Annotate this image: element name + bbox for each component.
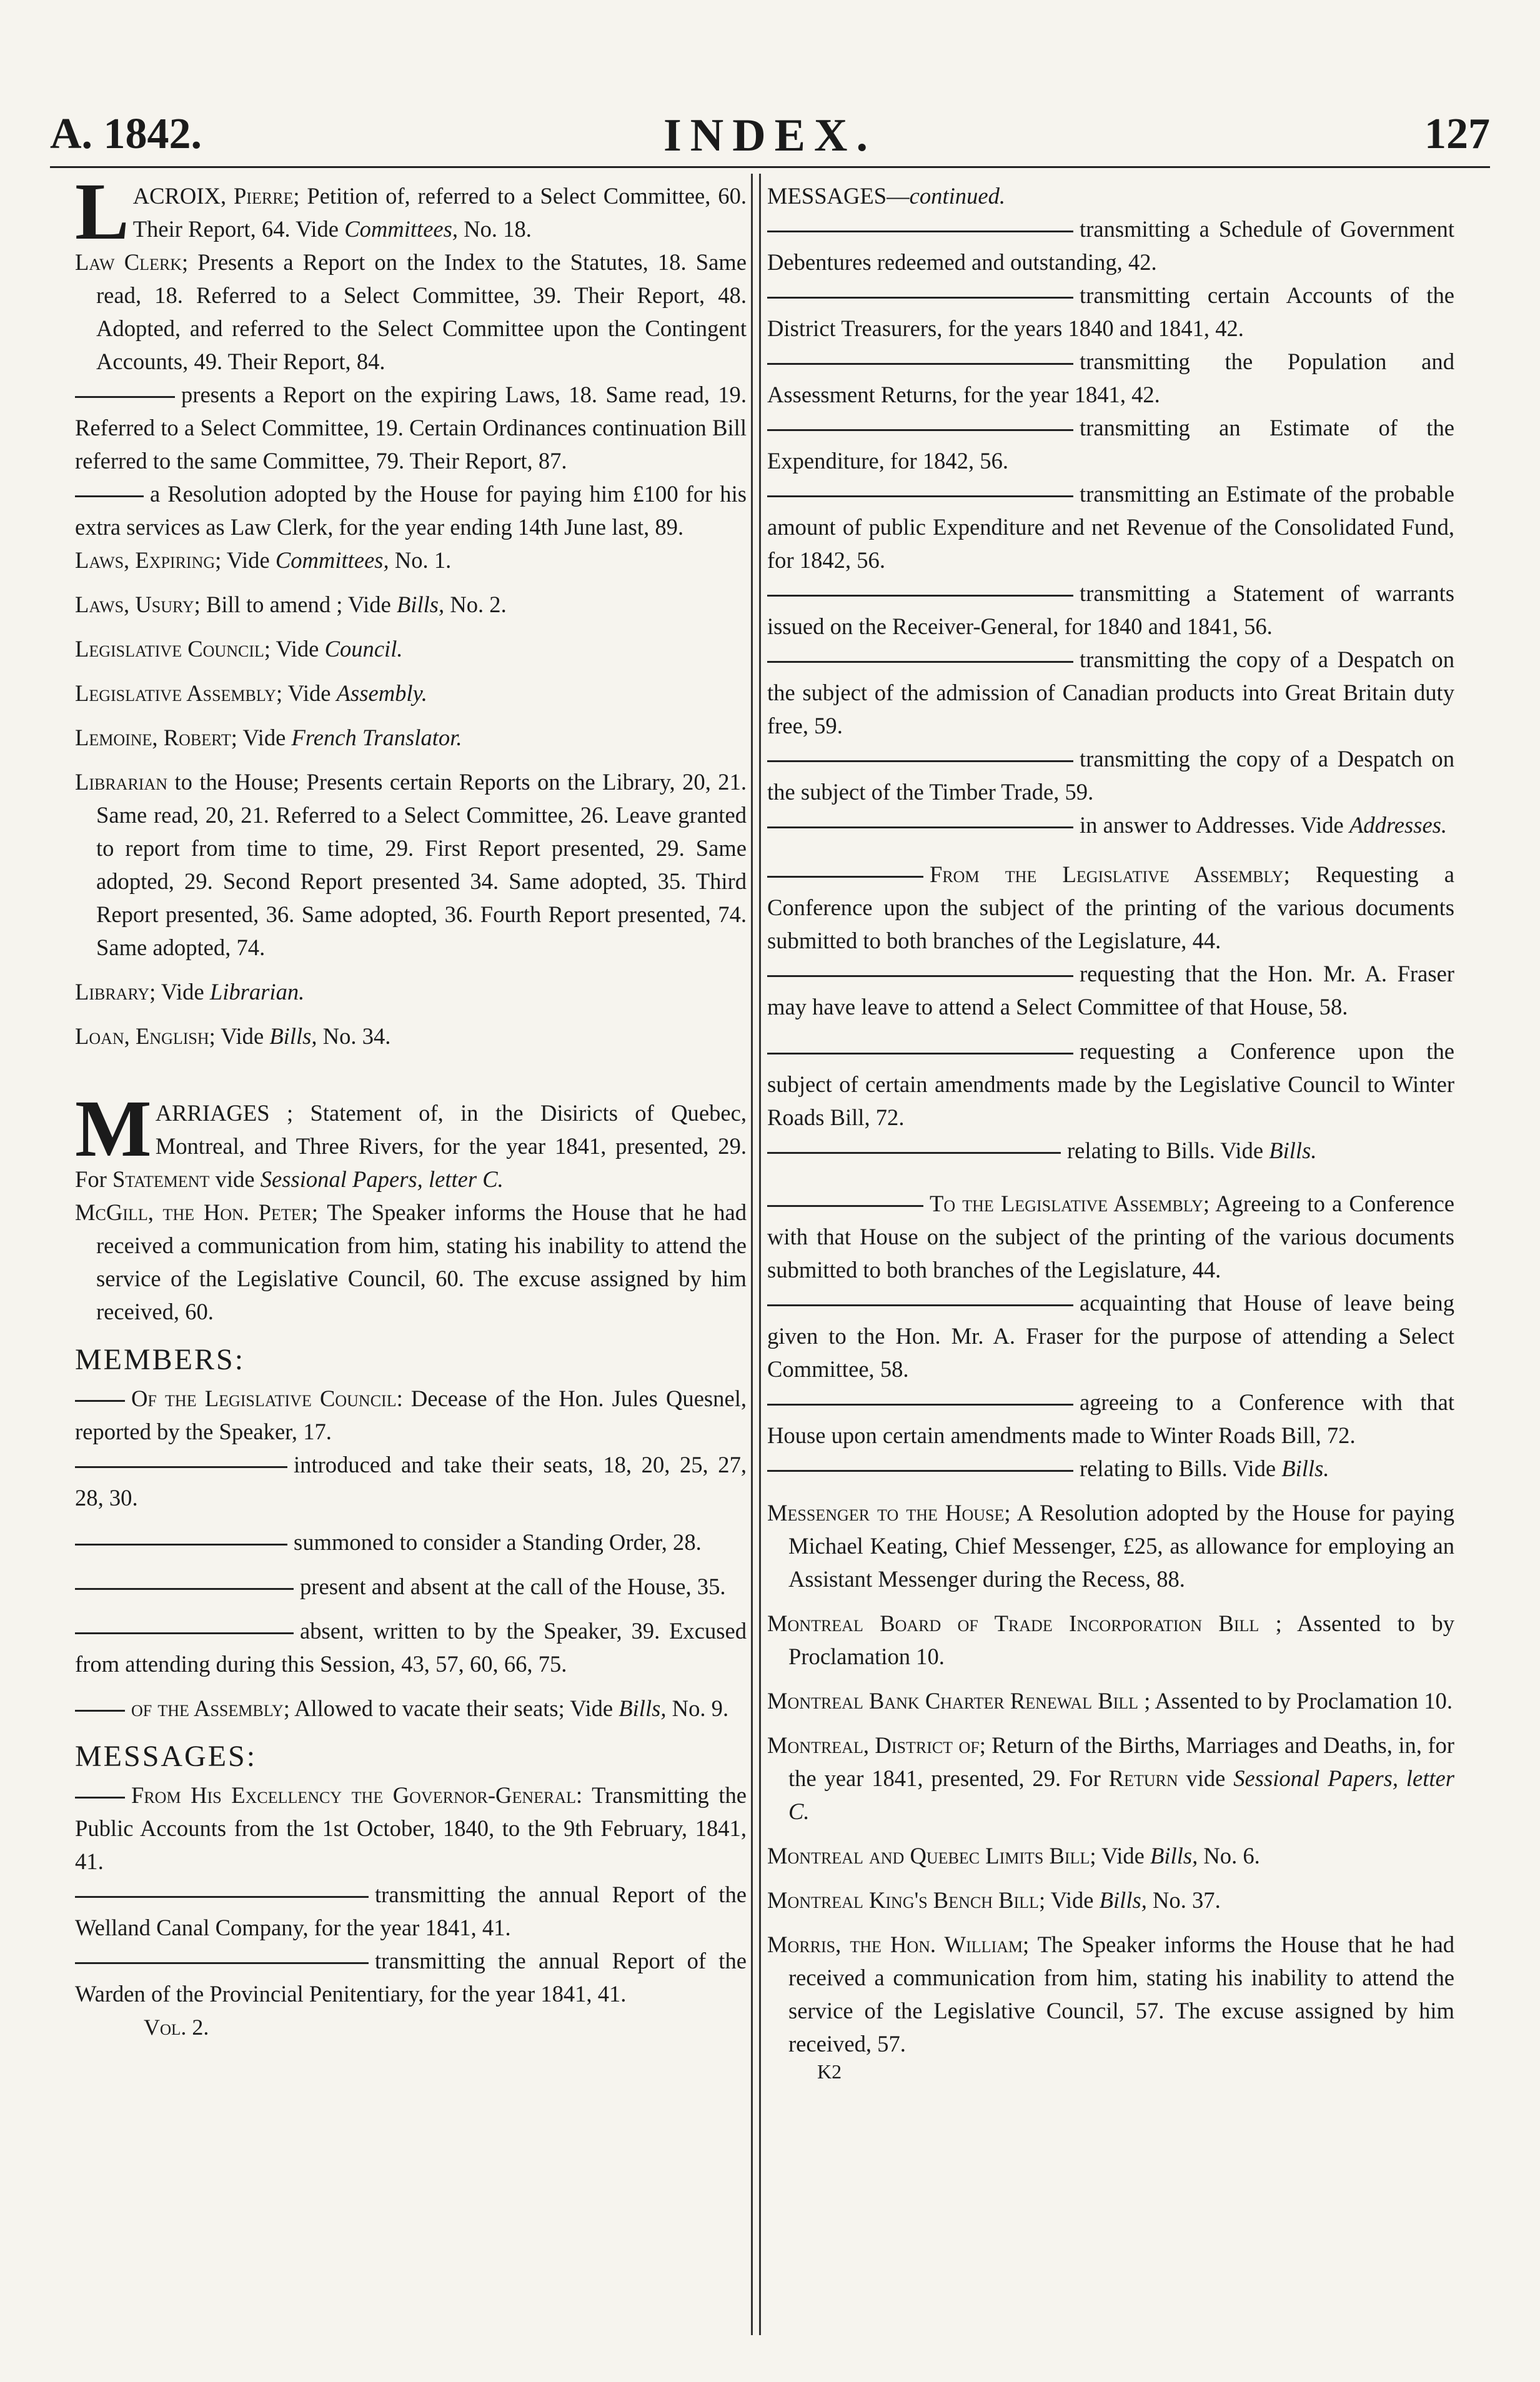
entry-montreal-bank: Montreal Bank Charter Renewal Bill ; Assented to by Proclamation 10. (767, 1688, 1453, 1714)
entry-r6: transmitting a Statement of warrants issued on the Receiver-General, for 1840 and 1841, 56. (767, 580, 1454, 639)
entry-r4: transmitting an Estimate of the Expenditure, for 1842, 56. (767, 415, 1454, 474)
entry-mcgill: McGill, the Hon. Peter; The Speaker informs the House that he had received a communication from him, stating his inability to attend the service of the Legislative Council, 60. The excuse assigned by him received, 60. (75, 1199, 747, 1324)
entry-montreal-board: Montreal Board of Trade Incorporation Bill ; Assented to by Proclamation 10. (767, 1610, 1454, 1669)
entry-montreal-kings-bench: Montreal King's Bench Bill; Vide Bills, No. 37. (767, 1887, 1221, 1913)
entry-members-1: Of the Legislative Council: Decease of the Hon. Jules Quesnel, reported by the Speaker, 17. (75, 1386, 747, 1444)
signature-mark: K2 (817, 2060, 842, 2083)
entry-messages-2: transmitting the annual Report of the Welland Canal Company, for the year 1841, 41. (75, 1882, 747, 1940)
entry-montreal-quebec: Montreal and Quebec Limits Bill; Vide Bills, No. 6. (767, 1843, 1260, 1868)
entry-r16: agreeing to a Conference with that House upon certain amendments made to Winter Roads Bill, 72. (767, 1389, 1454, 1448)
dropcap-l: L (75, 167, 129, 257)
page-number: 127 (1424, 110, 1490, 158)
entry-messages-3: transmitting the annual Report of the Warden of the Provincial Penitentiary, for the year 1841, 41. (75, 1948, 747, 2007)
page-header (50, 109, 1490, 166)
entry-library: Library; Vide Librarian. (75, 979, 305, 1005)
entry-r13: relating to Bills. Vide Bills. (767, 1134, 1454, 1167)
entry-r12: requesting a Conference upon the subject of certain amendments made by the Legislative Council to Winter Roads Bill, 72. (767, 1038, 1454, 1130)
right-column (767, 172, 1454, 2083)
section-messages: MESSAGES: (75, 1740, 257, 1773)
entry-members-5: absent, written to by the Speaker, 39. Excused from attending during this Session, 43, 57, 60, 66, 75. (75, 1618, 747, 1677)
entry-r7: transmitting the copy of a Despatch on the subject of the admission of Canadian products into Great Britain duty free, 59. (767, 647, 1454, 738)
entry-r10: From the Legislative Assembly; Requesting a Conference upon the subject of the printing of the various documents submitted to both branches of the Legislature, 44. (767, 861, 1454, 953)
entry-r1: transmitting a Schedule of Government Debentures redeemed and outstanding, 42. (767, 216, 1454, 275)
entry-r2: transmitting certain Accounts of the District Treasurers, for the years 1840 and 1841, 42. (767, 282, 1454, 341)
header-rule (50, 166, 1490, 168)
entry-law-clerk-2: presents a Report on the expiring Laws, 18. Same read, 19. Referred to a Select Committee, 19. Certain Ordinances continuation Bill referred to the same Committee, 79. Their Report, 87. (75, 382, 747, 474)
entry-lemoine: Lemoine, Robert; Vide French Translator. (75, 725, 462, 750)
entry-r14: To the Legislative Assembly; Agreeing to a Conference with that House on the subject of the printing of the various documents submitted to both branches of the Legislature, 44. (767, 1191, 1455, 1283)
entry-legislative-council: Legislative Council; Vide Council. (75, 636, 403, 662)
entry-members-2: introduced and take their seats, 18, 20, 25, 27, 28, 30. (75, 1452, 747, 1511)
entry-r11: requesting that the Hon. Mr. A. Fraser may have leave to attend a Select Committee of that House, 58. (767, 961, 1454, 1020)
volume-note: Vol. 2. (144, 2015, 209, 2040)
entry-messenger: Messenger to the House; A Resolution adopted by the House for paying Michael Keating, Chief Messenger, £25, as allowance for employing an Assistant Messenger during the Recess, 88. (767, 1500, 1454, 1592)
section-members: MEMBERS: (75, 1343, 246, 1376)
entry-r3: transmitting the Population and Assessment Returns, for the year 1841, 42. (767, 349, 1454, 407)
entry-laws-expiring: Laws, Expiring; Vide Committees, No. 1. (75, 547, 452, 573)
entry-marriages: MARRIAGES ; Statement of, in the Disiricts of Quebec, Montreal, and Three Rivers, for the year 1841, presented, 29. For Statement vide Sessional Papers, letter C. (75, 1084, 747, 1192)
entry-legislative-assembly: Legislative Assembly; Vide Assembly. (75, 680, 427, 706)
entry-r15: acquainting that House of leave being given to the Hon. Mr. A. Fraser for the purpose of attending a Select Committee, 58. (767, 1290, 1454, 1382)
entry-members-6: of the Assembly; Allowed to vacate their seats; Vide Bills, No. 9. (75, 1692, 747, 1725)
entry-r5: transmitting an Estimate of the probable amount of public Expenditure and net Revenue of the Consolidated Fund, for 1842, 56. (767, 481, 1454, 573)
left-column (75, 167, 747, 2040)
entry-morris: Morris, the Hon. William; The Speaker informs the House that he had received a communication from him, stating his inability to attend the service of the Legislative Council, 57. The excuse assigned by him received, 57. (767, 1932, 1454, 2057)
header-year: A. 1842. (50, 110, 202, 158)
entry-loan: Loan, English; Vide Bills, No. 34. (75, 1023, 391, 1049)
entry-law-clerk: Law Clerk; Presents a Report on the Index to the Statutes, 18. Same read, 18. Referred to a Select Committee, 39. Their Report, 48. Adopted, and referred to the Select Committee upon the Contingent Accounts, 49. Their Report, 84. (75, 249, 747, 374)
entry-law-clerk-3: a Resolution adopted by the House for paying him £100 for his extra services as Law Clerk, for the year ending 14th June last, 89. (75, 481, 747, 540)
entry-r17: relating to Bills. Vide Bills. (767, 1452, 1454, 1485)
messages-continued: MESSAGES—continued. (767, 183, 1006, 209)
entry-messages-1: From His Excellency the Governor-General: Transmitting the Public Accounts from the 1st October, 1840, to the 9th February, 1841, 41. (75, 1782, 747, 1874)
entry-montreal-district: Montreal, District of; Return of the Births, Marriages and Deaths, in, for the year 1841, presented, 29. For Return vide Sessional Papers, letter C. (767, 1732, 1454, 1824)
dropcap-m: M (75, 1084, 152, 1174)
entry-laws-usury: Laws, Usury; Bill to amend ; Vide Bills, No. 2. (75, 592, 507, 617)
entry-r9: in answer to Addresses. Vide Addresses. (767, 808, 1454, 841)
column-divider (751, 174, 761, 2335)
entry-members-4: present and absent at the call of the House, 35. (75, 1570, 747, 1603)
header-title: INDEX. (663, 110, 877, 161)
entry-lacroix: LACROIX, Pierre; Petition of, referred to a Select Committee, 60. Their Report, 64. Vide Committees, No. 18. (75, 167, 747, 257)
entry-r8: transmitting the copy of a Despatch on the subject of the Timber Trade, 59. (767, 746, 1454, 805)
entry-members-3: summoned to consider a Standing Order, 28. (75, 1526, 747, 1559)
entry-librarian: Librarian to the House; Presents certain Reports on the Library, 20, 21. Same read, 20, 21. Referred to a Select Committee, 26. Leave granted to report from time to time, 29. First Report presented, 29. Same adopted, 29. Second Report presented 34. Same adopted, 35. Third Report presented, 36. Same adopted, 36. Fourth Report presented, 74. Same adopted, 74. (75, 769, 747, 960)
